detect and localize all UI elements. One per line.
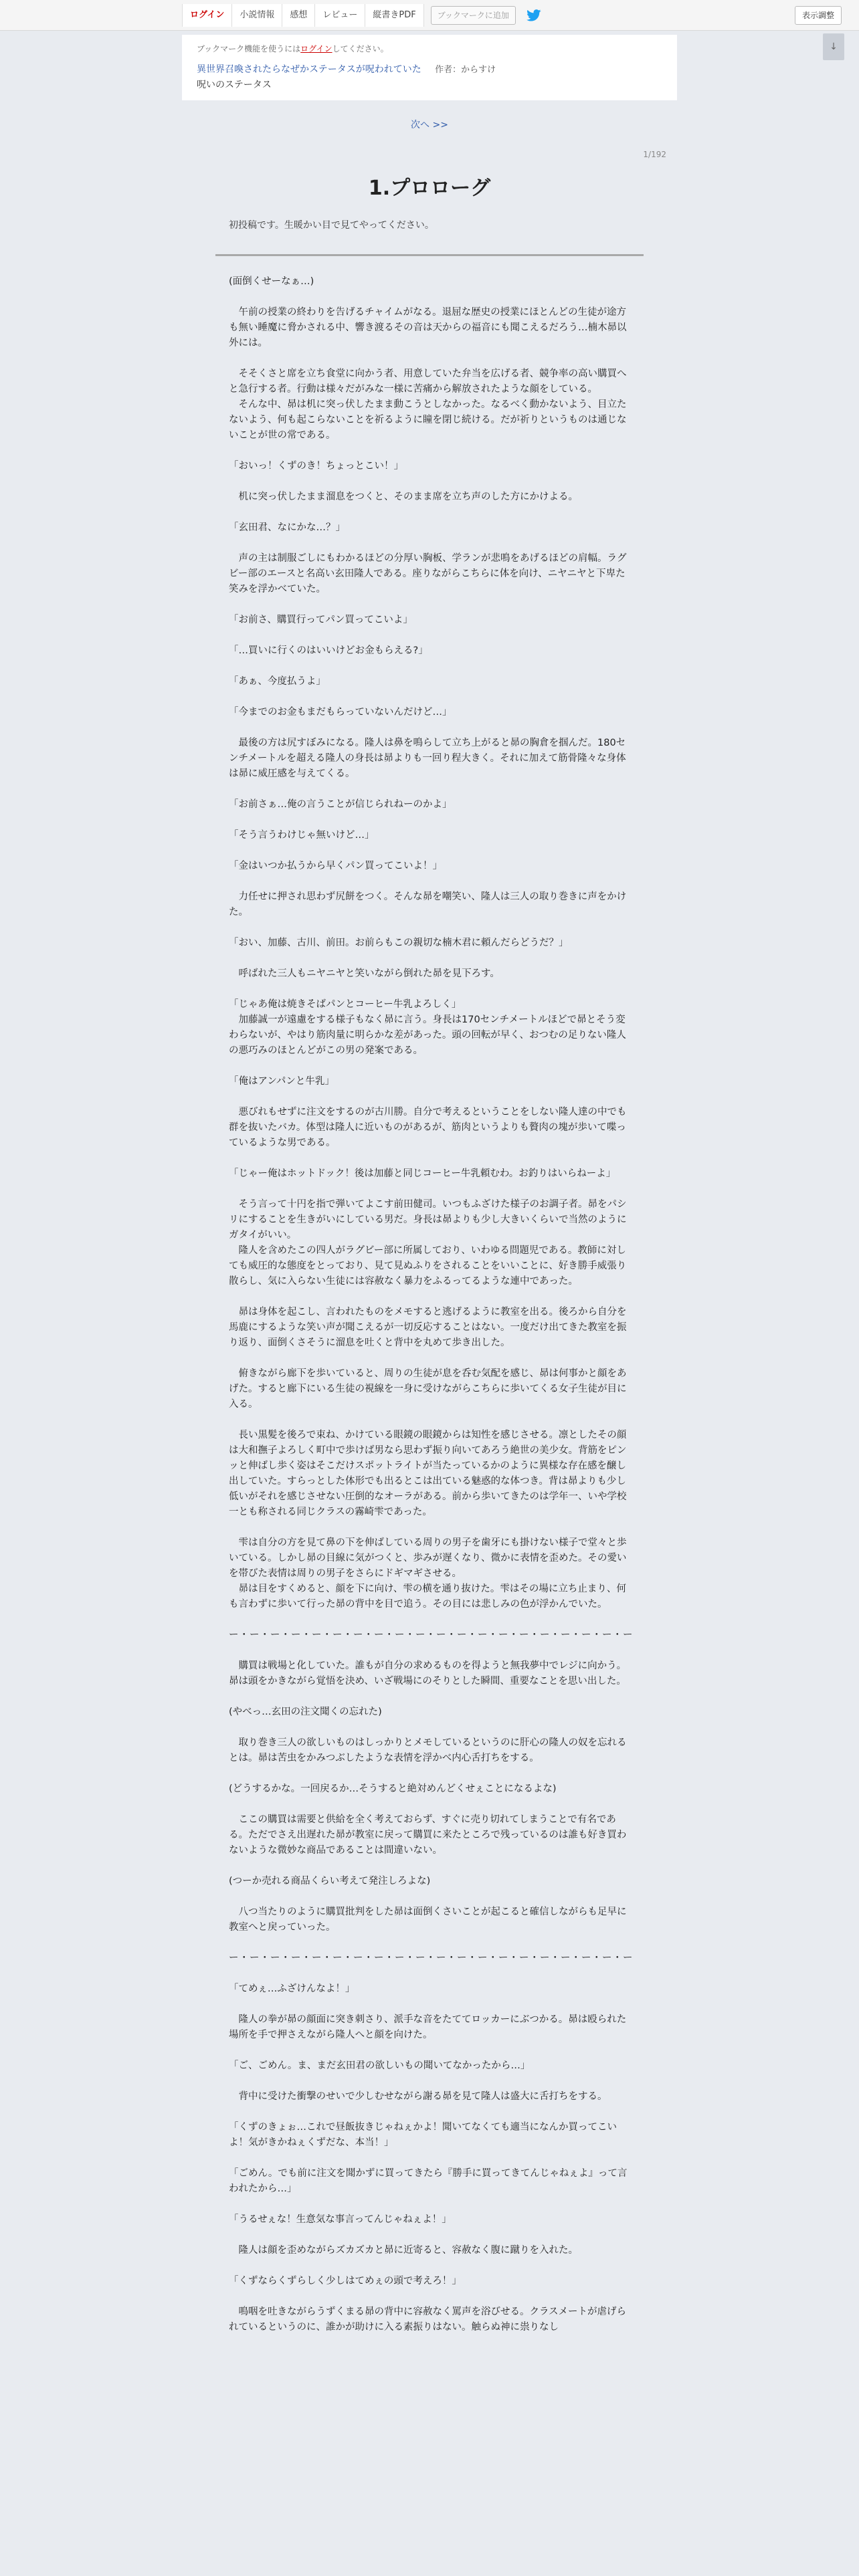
nav-review[interactable]: レビュー [315, 4, 365, 27]
body-paragraph: 「てめぇ…ふざけんなよ！」 [229, 1983, 355, 1994]
nav-vertical-pdf[interactable]: 縦書きPDF [365, 4, 423, 27]
body-paragraph: (つーか売れる商品くらい考えて発注しろよな) [229, 1876, 431, 1887]
body-paragraph: 「くずならくずらしく少しはてめぇの頭で考えろ！」 [229, 2276, 462, 2286]
chapter-subtitle: 呪いのステータス [197, 80, 272, 90]
novel-title-link[interactable]: 異世界召喚されたらなぜかステータスが呪われていた [197, 64, 421, 75]
author-label: 作者：からすけ [435, 65, 496, 75]
page-number: 1/192 [643, 150, 666, 159]
body-paragraph: 「じゃあ俺は焼きそばパンとコーヒー牛乳よろしく」 [229, 999, 462, 1010]
body-paragraph: 「じゃー俺はホットドック！後は加藤と同じコーヒー牛乳頼むわ。お釣りはいらねーよ」 [229, 1168, 616, 1179]
body-paragraph: 「あぁ、今度払うよ」 [229, 676, 326, 687]
body-paragraph: 取り巻き三人の欲しいものはしっかりとメモしているというのに肝心の隆人の奴を忘れるとは。昴は苦虫をかみつぶしたような表情を浮かべ内心舌打ちをする。 [229, 1737, 627, 1763]
body-paragraph: (やべっ…玄田の注文聞くの忘れた) [229, 1707, 382, 1717]
body-paragraph: 「今までのお金もまだもらっていないんだけど…」 [229, 707, 452, 718]
display-settings-button[interactable]: 表示調整 [795, 6, 842, 25]
body-paragraph: 隆人を含めたこの四人がラグビー部に所属しており、いわゆる問題児である。教師に対しても威圧的な態度をとっており、見て見ぬふりをされることをいいことに、好き勝手威張り散らし、気に入らない生徒には容赦なく暴力をふるってるような連中であった。 [229, 1245, 627, 1287]
body-paragraph: そう言って十円を指で弾いてよこす前田健司。いつもふざけた様子のお調子者。昴をパシリにすることを生きがいにしている男だ。身長は昴よりも少し大きいくらいで当然のようにガタイがいい。 [229, 1199, 627, 1241]
body-paragraph: 隆人の拳が昴の顔面に突き刺さり、派手な音をたててロッカーにぶつかる。昴は殴られた場所を手で押さえながら隆人へと顔を向けた。 [229, 2014, 627, 2040]
body-paragraph: 「金はいつか払うから早くパン買ってこいよ！」 [229, 861, 442, 871]
body-paragraph: 「…買いに行くのはいいけどお金もらえる?」 [229, 645, 428, 656]
author-preface: 初投稿です。生暖かい目で見てやってください。 [229, 220, 434, 231]
body-paragraph: 最後の方は尻すぼみになる。隆人は鼻を鳴らして立ち上がると昴の胸倉を掴んだ。180センチメートルを超える隆人の身長は昴よりも一回り程大きく。それに加えて筋骨隆々な身体は昴に威圧感を与えてくる。 [229, 738, 626, 779]
body-paragraph: 「玄田君、なにかな…？」 [229, 522, 345, 533]
notice-suffix: してください。 [332, 44, 389, 53]
body-paragraph: 雫は自分の方を見て鼻の下を伸ばしている周りの男子を歯牙にも掛けない様子で堂々と歩いている。しかし昴の目線に気がつくと、歩みが遅くなり、微かに表情を歪めた。その愛いを帯びた表情は周りの男子をさらにドギマギさせる。 [229, 1537, 627, 1579]
novel-info-box [182, 35, 677, 100]
body-paragraph: (どうするかな。一回戻るか…そうすると絶対めんどくせぇことになるよな) [229, 1784, 557, 1794]
bookmark-notice [197, 43, 662, 54]
divider [215, 254, 644, 256]
body-paragraph: 昴は身体を起こし、言われたものをメモすると逃げるように教室を出る。後ろから自分を馬鹿にするような笑い声が聞こえるが一切反応することはない。一度だけ出てきた教室を振り返り、面倒くさそうに溜息を吐くと背中を丸めて歩き出した。 [229, 1307, 627, 1348]
body-paragraph: 力任せに押され思わず尻餅をつく。そんな昴を嘲笑い、隆人は三人の取り巻きに声をかけた。 [229, 891, 627, 918]
body-paragraph: 机に突っ伏したまま溜息をつくと、そのまま席を立ち声のした方にかけよる。 [238, 492, 578, 502]
body-paragraph: (面倒くせーなぁ…) [229, 276, 314, 287]
body-paragraph: 加藤誠一が遠慮をする様子もなく昴に言う。身長は170センチメートルほどで昴とそう変わらないが、やはり筋肉量に明らかな差があった。頭の回転が早く、おつむの足りない隆人の悪巧みのほとんどがこの男の発案である。 [229, 1014, 626, 1056]
body-paragraph: 「そう言うわけじゃ無いけど…」 [229, 830, 375, 841]
nav-login[interactable]: ログイン [182, 4, 232, 27]
login-link[interactable]: ログイン [300, 44, 332, 53]
body-paragraph: 「ごめん。でも前に注文を聞かずに買ってきたら『勝手に買ってきてんじゃねぇよ』って言われたから…」 [229, 2168, 628, 2194]
body-paragraph: 「うるせぇな！生意気な事言ってんじゃねぇよ！」 [229, 2214, 452, 2225]
nav-impressions[interactable]: 感想 [282, 4, 315, 27]
body-paragraph: 背中に受けた衝撃のせいで少しむせながら謝る昴を見て隆人は盛大に舌打ちをする。 [238, 2091, 607, 2102]
next-page-link[interactable]: 次へ >> [411, 120, 448, 130]
top-nav-bar [0, 0, 859, 31]
body-paragraph: 声の主は制服ごしにもわかるほどの分厚い胸板、学ランが悲鳴をあげるほどの肩幅。ラグビー部のエースと名高い玄田隆人である。座りながらこちらに体を向け、ニヤニヤと下卑た笑みを浮かべていた。 [229, 553, 627, 595]
novel-header [197, 62, 662, 92]
scroll-down-icon[interactable]: ↓ [823, 33, 844, 60]
body-paragraph: 長い黒髪を後ろで束ね、かけている眼鏡の眼鏡からは知性を感じさせる。凛としたその顔は大和撫子よろしく町中で歩けば男なら思わず振り向いてあろう絶世の美少女。背筋をピンッと伸ばし歩く姿はそこだけスポットライトが当たっているかのように異様な存在感を醸し出していた。すらっとした体形でも出るとこは出ている魅惑的な体つき。背は昴よりも少し低いがそれを感じさせない圧倒的なオーラがある。前から歩いてきたのは学年一、いや学校一とも称される同じクラスの霧崎雫であった。 [229, 1430, 627, 1517]
body-paragraph: 悪びれもせずに注文をするのが古川勝。自分で考えるということをしない隆人達の中でも群を抜いたバカ。体型は隆人に近いものがあるが、筋肉というよりも贅肉の塊が歩いて喋っているような男である。 [229, 1107, 627, 1148]
body-paragraph: ここの購買は需要と供給を全く考えておらず、すぐに売り切れてしまうことで有名である。ただでさえ出遅れた昴が教室に戻って購買に来たところで残っているのは誰も好き買わないような微妙な商品であることは間違いない。 [229, 1814, 627, 1856]
add-bookmark-button[interactable]: ブックマークに追加 [431, 6, 516, 25]
section-separator: ー・ー・ー・ー・ー・ー・ー・ー・ー・ー・ー・ー・ー・ー・ー・ー・ー・ー・ー・ー [229, 1953, 634, 1963]
notice-prefix: ブックマーク機能を使うには [197, 44, 301, 53]
body-paragraph: そそくさと席を立ち食堂に向かう者、用意していた弁当を広げる者、競争率の高い購買へと急行する者。行動は様々だがみな一様に苦痛から解放されたような顔をしている。 [229, 368, 627, 395]
body-paragraph: そんな中、昴は机に突っ伏したまま動こうとしなかった。なるべく動かないよう、目立たないよう、何も起こらないことを祈るように瞳を閉じ続ける。だが祈りというものは通じないことが世の常である。 [229, 399, 627, 441]
body-paragraph: 「お前さ、購買行ってパン買ってこいよ」 [229, 615, 413, 625]
body-paragraph: 「お前さぁ…俺の言うことが信じられねーのかよ」 [229, 799, 452, 810]
twitter-icon[interactable] [527, 4, 544, 27]
body-paragraph: 八つ当たりのように購買批判をした昴は面倒くさいことが起こると確信しながらも足早に教室へと戻っていった。 [229, 1907, 627, 1933]
body-paragraph: 「俺はアンパンと牛乳」 [229, 1076, 335, 1087]
body-paragraph: 俯きながら廊下を歩いていると、周りの生徒が息を呑む気配を感じ、昴は何事かと顔をあげた。すると廊下にいる生徒の視線を一身に受けながらこちらに歩いてくる女子生徒が目に入る。 [229, 1368, 627, 1410]
body-paragraph: 呼ばれた三人もニヤニヤと笑いながら倒れた昴を見下ろす。 [238, 968, 500, 979]
novel-body [229, 274, 634, 2351]
section-separator: ー・ー・ー・ー・ー・ー・ー・ー・ー・ー・ー・ー・ー・ー・ー・ー・ー・ー・ー・ー [229, 1630, 634, 1640]
body-paragraph: 午前の授業の終わりを告げるチャイムがなる。退屈な歴史の授業にほとんどの生徒が途方も無い睡魔に脅かされる中、響き渡るその音は天からの福音にも聞こえるだろう…楠木昴以外には。 [229, 307, 627, 348]
body-paragraph: 「おいっ！くずのき！ちょっとこい！」 [229, 461, 403, 471]
body-paragraph: 鳴咽を吐きながらうずくまる昴の背中に容赦なく罵声を浴びせる。クラスメートが虐げられているというのに、誰かが助けに入る素振りはない。触らぬ神に祟りなし [229, 2306, 627, 2333]
body-paragraph: 昴は目をすくめると、顔を下に向け、雫の横を通り抜けた。雫はその場に立ち止まり、何も言わずに歩いて行った昴の背中を目で追う。その目には悲しみの色が浮かんでいた。 [229, 1584, 626, 1610]
nav-novel-info[interactable]: 小説情報 [232, 4, 282, 27]
nav-menu [182, 4, 544, 27]
body-paragraph: 「ご、ごめん。ま、まだ玄田君の欲しいもの聞いてなかったから…」 [229, 2060, 531, 2071]
body-paragraph: 「おい、加藤、古川、前田。お前らもこの親切な楠木君に頼んだらどうだ？」 [229, 938, 569, 948]
chapter-title: 1.プロローグ [368, 177, 491, 200]
body-paragraph: 「くずのきょぉ…これで昼飯抜きじゃねぇかよ！聞いてなくても適当になんか買ってこいよ！気がきかねぇくずだな、本当！」 [229, 2122, 617, 2148]
body-paragraph: 隆人は顔を歪めながらズカズカと昴に近寄ると、容赦なく腹に蹴りを入れた。 [238, 2245, 578, 2256]
body-paragraph: 購買は戦場と化していた。誰もが自分の求めるものを得ようと無我夢中でレジに向かう。昴は頭をかきながら覚悟を決め、いざ戦場にのそりとした瞬間、重要なことを思い出した。 [229, 1660, 627, 1687]
